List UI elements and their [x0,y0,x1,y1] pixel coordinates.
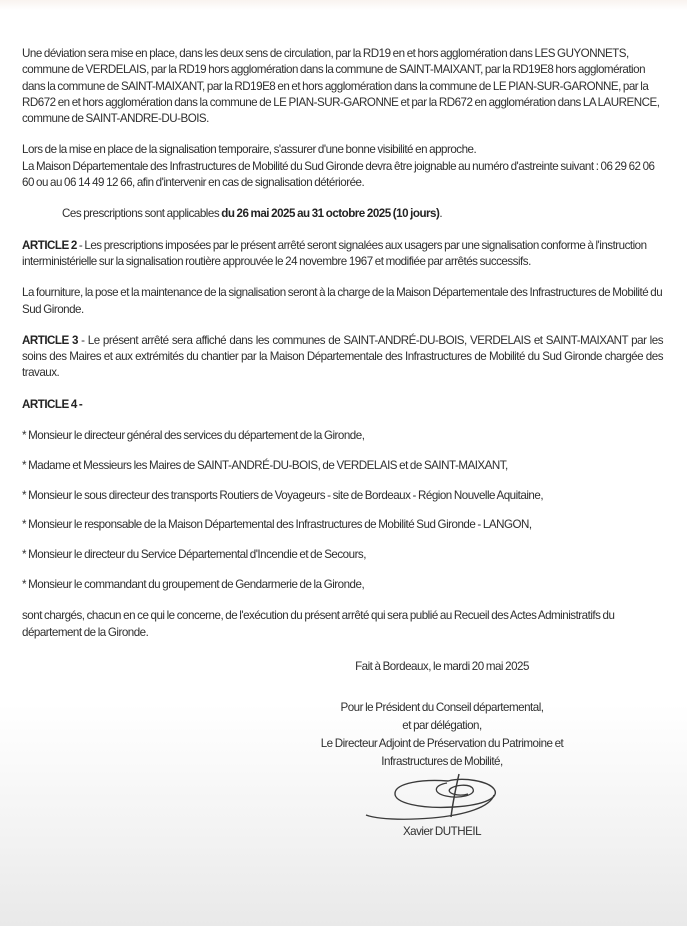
article-3-paragraph [22,333,663,382]
prescriptions-suffix: . [439,207,443,221]
recipient-line-responsable-mdim: * Monsieur le responsable de la Maison Départemental des Infrastructures de Mobilité Sud Gironde - LANGON, [22,518,532,532]
visibilite-sentence: Lors de la mise en place de la signalisation temporaire, s'assurer d'une bonne visibilité en approche. [22,143,477,157]
place-date-line: Fait à Bordeaux, le mardi 20 mai 2025 [355,659,529,673]
article-2-paragraph [22,238,663,271]
signature-block [272,659,612,840]
signature-scribble-wrap [272,773,612,823]
signatory-name: Xavier DUTHEIL [402,825,482,839]
fourniture-paragraph: La fourniture, la pose et la maintenance de la signalisation seront à la charge de la Maison Départementale des Infrastructures de Mobilité du Sud Gironde. [22,286,663,316]
delegation-line-4: Infrastructures de Mobilité, [381,755,503,769]
delegation-line-1: Pour le Président du Conseil départemental, [340,701,544,715]
signalisation-temporaire-paragraph [22,142,663,191]
prescriptions-dates-bold: du 26 mai 2025 au 31 octobre 2025 (10 jours) [221,207,440,221]
article-3-label: ARTICLE 3 [22,333,78,347]
deviation-paragraph: Une déviation sera mise en place, dans les deux sens de circulation, par la RD19 en et hors agglomération dans LES GUYONNETS, commune de VERDELAIS, par la RD19 hors agglomération dans la commune de SAINT-MAIXANT, par la RD19E8 hors agglomération dans la commune de SAINT-MAIXANT, par la RD19E8 en et hors agglomération dans la commune de LE PIAN-SUR-GARONNE, par la RD672 en et hors agglomération dans la commune de LE PIAN-SUR-GARONNE et par la RD672 en agglomération dans LA LAURENCE, commune de SAINT-ANDRE-DU-BOIS. [22,47,660,126]
astreinte-sentence: La Maison Départementale des Infrastructures de Mobilité du Sud Gironde devra être joignable au numéro d'astreinte suivant : 06 29 62 06 60 ou au 06 14 49 12 66, afin d'intervenir en cas de signalisation détériorée. [22,159,655,190]
article-2-label: ARTICLE 2 [22,238,77,252]
article-4-label: ARTICLE 4 - [22,397,83,411]
prescriptions-prefix: Ces prescriptions sont applicables [62,207,222,221]
recipient-line-directeur-general: * Monsieur le directeur général des services du département de la Gironde, [22,429,365,443]
execution-closing-paragraph: sont chargés, chacun en ce qui le concerne, de l'exécution du présent arrêté qui sera publié au Recueil des Actes Administratifs du département de la Gironde. [22,609,615,639]
prescriptions-validity-line [22,206,663,222]
article-3-text: - Le présent arrêté sera affiché dans les communes de SAINT-ANDRÉ-DU-BOIS, VERDELAIS et SAINT-MAIXANT par les soins des Maires et aux extrémités du chantier par la Maison Départementale des Infrastructures de Mobilité du Sud Gironde chargée des travaux. [22,333,663,380]
delegation-lines [272,699,612,771]
delegation-line-2: et par délégation, [402,719,482,733]
recipient-line-sdis: * Monsieur le directeur du Service Départemental d'Incendie et de Secours, [22,548,366,562]
signature-scribble [362,773,522,825]
article-4-heading [22,397,663,413]
recipient-line-maires: * Madame et Messieurs les Maires de SAINT-ANDRÉ-DU-BOIS, de VERDELAIS et de SAINT-MAIXANT, [22,458,508,472]
recipient-line-sous-directeur-transports: * Monsieur le sous directeur des transports Routiers de Voyageurs - site de Bordeaux - Région Nouvelle Aquitaine, [22,488,544,502]
article-2-text: - Les prescriptions imposées par le présent arrêté seront signalées aux usagers par une signalisation conforme à l'instruction interministérielle sur la signalisation routière approuvée le 24 novembre 1967 et modifiée par arrêtés successifs. [22,238,647,268]
delegation-line-3: Le Directeur Adjoint de Préservation du Patrimoine et [320,737,564,751]
recipient-line-gendarmerie: * Monsieur le commandant du groupement de Gendarmerie de la Gironde, [22,578,365,592]
